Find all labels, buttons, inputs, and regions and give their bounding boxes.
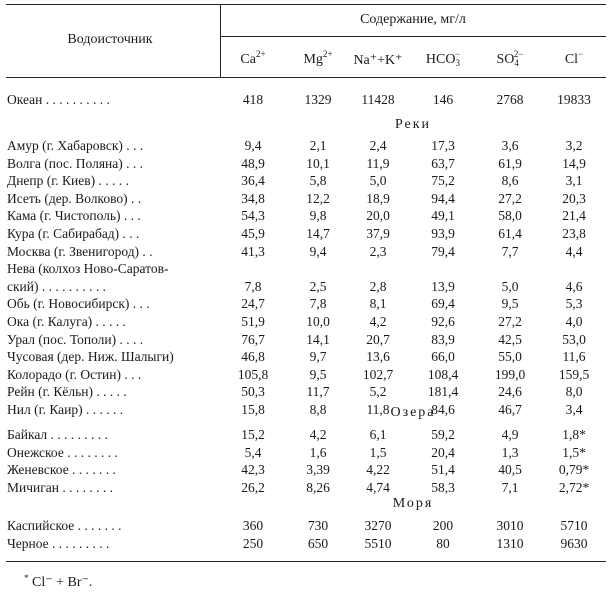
row-value-1: 12,2	[306, 190, 330, 206]
row-value-4: 9,5	[501, 296, 519, 312]
table-bottom-rule	[6, 561, 606, 562]
footnote-text: Cl⁻ + Br⁻.	[32, 575, 93, 590]
row-source-name: Днепр (г. Киев) . . . . .	[7, 173, 129, 189]
row-value-0: 48,9	[241, 155, 265, 171]
row-value-1: 1,6	[309, 444, 327, 460]
table-row	[0, 191, 614, 208]
section-title-0: Реки	[394, 117, 432, 132]
row-value-3: 20,4	[431, 444, 455, 460]
row-value-2: 11,8	[366, 402, 390, 417]
row-value-2: 11428	[361, 92, 395, 107]
header-bottom-rule	[6, 77, 606, 78]
row-source-name: Океан . . . . . . . . . .	[7, 92, 110, 107]
table-row	[0, 261, 614, 278]
ion-header-1	[285, 49, 351, 68]
row-value-3: 75,2	[431, 173, 455, 189]
row-value-2: 2,3	[369, 243, 387, 259]
row-value-3: 79,4	[431, 243, 455, 259]
row-value-5: 2,72*	[558, 479, 590, 495]
footnote-mark: *	[24, 573, 29, 583]
row-value-3: 63,7	[431, 155, 455, 171]
row-value-1: 3,39	[306, 462, 330, 478]
table-row	[0, 445, 614, 462]
row-value-3: 13,9	[431, 278, 455, 294]
row-value-0: 9,4	[244, 138, 262, 153]
row-source-name: ский) . . . . . . . . . .	[7, 278, 106, 294]
row-value-5: 5,3	[565, 296, 583, 312]
row-value-1: 10,0	[306, 314, 330, 329]
row-value-0: 51,9	[241, 314, 265, 329]
row-source-name: Женевское . . . . . . .	[7, 462, 116, 478]
row-value-4: 4,9	[501, 427, 519, 442]
content-header-rule	[220, 36, 606, 37]
row-value-2: 5,0	[369, 173, 387, 189]
row-value-2: 3270	[364, 518, 392, 533]
row-value-5: 8,0	[565, 384, 583, 400]
row-value-2: 8,1	[369, 296, 387, 312]
ion-header-superscript: 2−	[513, 49, 524, 59]
row-value-5: 4,0	[565, 314, 583, 329]
table-row	[0, 244, 614, 261]
row-value-4: 7,1	[501, 479, 519, 495]
row-value-5: 11,6	[562, 349, 586, 365]
row-value-1: 1329	[304, 92, 332, 107]
row-value-5: 21,4	[562, 208, 586, 224]
row-value-4: 58,0	[498, 208, 522, 224]
row-source-name: Рейн (г. Кёльн) . . . . .	[7, 384, 127, 400]
ion-header-base: HCO	[425, 52, 456, 67]
row-value-3: 84,6	[431, 402, 455, 417]
table-row	[0, 427, 614, 444]
row-value-0: 105,8	[237, 366, 269, 382]
row-value-0: 50,3	[241, 384, 265, 400]
row-source-name: Нил (г. Каир) . . . . . .	[7, 402, 124, 417]
ion-header-3	[410, 49, 476, 68]
table-row	[0, 226, 614, 243]
row-value-1: 4,2	[309, 427, 327, 442]
ion-header-0	[220, 49, 286, 68]
table-row	[0, 138, 614, 155]
row-value-1: 14,1	[306, 331, 330, 347]
row-value-3: 59,2	[431, 427, 455, 442]
row-source-name: Байкал . . . . . . . . .	[7, 427, 108, 442]
row-value-0: 46,8	[241, 349, 265, 365]
row-value-5: 159,5	[558, 366, 590, 382]
row-value-2: 6,1	[369, 427, 387, 442]
row-value-5: 5710	[560, 518, 588, 533]
table-top-rule	[6, 4, 606, 5]
table-row	[0, 518, 614, 535]
table-row	[0, 462, 614, 479]
row-value-5: 53,0	[562, 331, 586, 347]
row-value-4: 1310	[496, 535, 524, 551]
row-value-4: 42,5	[498, 331, 522, 347]
row-value-3: 66,0	[431, 349, 455, 365]
table-row	[0, 536, 614, 553]
row-value-4: 27,2	[498, 314, 522, 329]
row-value-0: 15,8	[241, 402, 265, 417]
ion-header-base: SO	[496, 52, 515, 67]
row-value-0: 45,9	[241, 226, 265, 241]
row-value-5: 3,1	[565, 173, 583, 189]
content-column-header: Содержание, мг/л	[360, 12, 466, 27]
row-value-2: 20,7	[366, 331, 390, 347]
row-value-1: 9,5	[309, 366, 327, 382]
row-value-0: 36,4	[241, 173, 265, 189]
row-value-2: 20,0	[366, 208, 390, 224]
row-value-3: 69,4	[431, 296, 455, 312]
row-value-3: 181,4	[427, 384, 459, 400]
row-value-5: 3,2	[565, 138, 583, 153]
row-value-4: 40,5	[498, 462, 522, 478]
row-value-4: 61,9	[498, 155, 522, 171]
row-source-name: Обь (г. Новосибирск) . . .	[7, 296, 150, 312]
row-value-5: 9630	[560, 535, 588, 551]
row-value-4: 8,6	[501, 173, 519, 189]
source-column-header: Водоисточник	[67, 32, 153, 47]
row-value-1: 730	[307, 518, 329, 533]
ion-header-superscript: −	[454, 49, 461, 59]
table-row	[0, 480, 614, 497]
section-title-1: Озера	[390, 405, 436, 420]
row-value-1: 2,5	[309, 278, 327, 294]
row-value-0: 26,2	[241, 479, 265, 495]
row-value-4: 3010	[496, 518, 524, 533]
ocean-row	[0, 92, 614, 109]
row-source-name: Черное . . . . . . . . .	[7, 535, 110, 551]
row-value-2: 5,2	[369, 384, 387, 400]
row-value-1: 7,8	[309, 296, 327, 312]
ion-header-subscript: 4	[514, 58, 519, 68]
row-value-0: 7,8	[244, 278, 262, 294]
row-value-2: 4,2	[369, 314, 387, 329]
ion-header-superscript: −	[578, 49, 584, 59]
table-row	[0, 296, 614, 313]
row-value-4: 2768	[496, 92, 524, 107]
row-source-name: Колорадо (г. Остин) . . .	[7, 366, 142, 382]
row-value-2: 102,7	[362, 366, 394, 382]
row-value-0: 250	[242, 535, 264, 551]
row-value-0: 42,3	[241, 462, 265, 478]
table-row	[0, 349, 614, 366]
row-value-1: 8,26	[306, 479, 330, 495]
row-value-5: 3,4	[565, 402, 583, 417]
row-value-2: 4,22	[366, 462, 390, 478]
row-value-5: 4,6	[565, 278, 583, 294]
row-value-0: 24,7	[241, 296, 265, 312]
row-value-3: 58,3	[431, 479, 455, 495]
row-value-0: 15,2	[241, 427, 265, 442]
table-row	[0, 173, 614, 190]
row-value-1: 2,1	[309, 138, 327, 153]
ion-header-base: Mg	[303, 52, 323, 67]
row-value-3: 80	[436, 535, 450, 551]
table-row	[0, 314, 614, 331]
row-value-1: 11,7	[306, 384, 330, 400]
row-value-2: 2,8	[369, 278, 387, 294]
row-value-2: 18,9	[366, 190, 390, 206]
row-source-name: Мичиган . . . . . . . .	[7, 479, 113, 495]
row-value-4: 46,7	[498, 402, 522, 417]
footnote	[24, 574, 92, 591]
row-source-name: Урал (пос. Тополи) . . . .	[7, 331, 144, 347]
row-value-1: 10,1	[306, 155, 330, 171]
table-row	[0, 279, 614, 296]
table-row	[0, 384, 614, 401]
row-value-2: 4,74	[366, 479, 390, 495]
row-source-name: Москва (г. Звенигород) . .	[7, 243, 153, 259]
row-value-3: 51,4	[431, 462, 455, 478]
row-value-1: 9,7	[309, 349, 327, 365]
row-value-4: 7,7	[501, 243, 519, 259]
row-value-1: 14,7	[306, 226, 330, 241]
row-value-4: 3,6	[501, 138, 519, 153]
table-row	[0, 208, 614, 225]
ion-header-subscript: 3	[455, 58, 460, 68]
ion-header-2	[345, 52, 411, 69]
row-value-4: 199,0	[494, 366, 526, 382]
row-value-0: 360	[242, 518, 264, 533]
row-value-1: 650	[307, 535, 329, 551]
row-value-3: 93,9	[431, 226, 455, 241]
row-value-5: 19833	[557, 92, 591, 107]
row-value-4: 24,6	[498, 384, 522, 400]
row-source-name: Исеть (дер. Волково) . .	[7, 190, 142, 206]
row-value-0: 34,8	[241, 190, 265, 206]
row-value-3: 17,3	[431, 138, 455, 153]
ion-header-base: Ca	[240, 52, 256, 67]
row-value-2: 37,9	[366, 226, 390, 241]
ion-header-base: Na⁺+K⁺	[353, 53, 403, 68]
row-value-1: 5,8	[309, 173, 327, 189]
row-value-1: 8,8	[309, 402, 327, 417]
row-source-name: Чусовая (дер. Ниж. Шалыги)	[7, 349, 174, 365]
row-value-0: 418	[242, 92, 264, 107]
row-value-2: 11,9	[366, 155, 390, 171]
table-row	[0, 332, 614, 349]
row-value-5: 0,79*	[558, 462, 590, 478]
ion-header-5	[541, 49, 607, 68]
table-row	[0, 367, 614, 384]
row-value-4: 61,4	[498, 226, 522, 241]
ion-header-4	[477, 49, 543, 68]
row-value-4: 27,2	[498, 190, 522, 206]
row-value-5: 20,3	[562, 190, 586, 206]
row-value-5: 1,8*	[562, 427, 586, 442]
row-source-name: Каспийское . . . . . . .	[7, 518, 122, 533]
row-source-name: Ока (г. Калуга) . . . . .	[7, 314, 126, 329]
row-value-5: 4,4	[565, 243, 583, 259]
row-value-0: 54,3	[241, 208, 265, 224]
row-value-5: 1,5*	[562, 444, 586, 460]
row-value-2: 13,6	[366, 349, 390, 365]
ion-header-base: Cl	[564, 52, 579, 67]
row-source-name: Кама (г. Чистополь) . . .	[7, 208, 141, 224]
row-value-1: 9,4	[309, 243, 327, 259]
ion-header-superscript: 2+	[322, 49, 333, 59]
row-value-1: 9,8	[309, 208, 327, 224]
row-value-3: 200	[432, 518, 454, 533]
row-value-0: 76,7	[241, 331, 265, 347]
row-source-name: Волга (пос. Поляна) . . .	[7, 155, 143, 171]
row-value-5: 14,9	[562, 155, 586, 171]
row-source-name: Онежское . . . . . . . .	[7, 444, 118, 460]
row-source-name: Амур (г. Хабаровск) . . .	[7, 138, 144, 153]
row-value-2: 2,4	[369, 138, 387, 153]
row-source-name: Кура (г. Сабирабад) . . .	[7, 226, 140, 241]
ion-header-superscript: 2+	[255, 49, 266, 59]
row-value-3: 49,1	[431, 208, 455, 224]
row-value-3: 146	[432, 92, 454, 107]
row-value-4: 55,0	[498, 349, 522, 365]
row-value-3: 94,4	[431, 190, 455, 206]
row-value-3: 108,4	[427, 366, 459, 382]
row-source-name: Нева (колхоз Ново-Саратов-	[7, 261, 169, 277]
row-value-3: 92,6	[431, 314, 455, 329]
row-value-0: 41,3	[241, 243, 265, 259]
row-value-3: 83,9	[431, 331, 455, 347]
row-value-0: 5,4	[244, 444, 262, 460]
row-value-2: 5510	[364, 535, 392, 551]
table-row	[0, 156, 614, 173]
row-value-4: 5,0	[501, 278, 519, 294]
section-title-2: Моря	[392, 496, 434, 511]
row-value-5: 23,8	[562, 226, 586, 241]
row-value-2: 1,5	[369, 444, 387, 460]
row-value-4: 1,3	[501, 444, 519, 460]
